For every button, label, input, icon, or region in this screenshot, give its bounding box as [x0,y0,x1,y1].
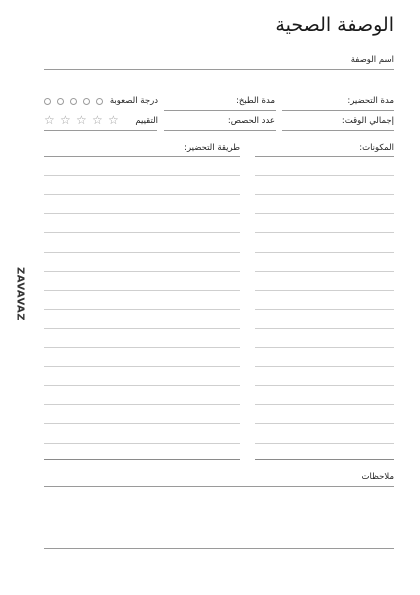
difficulty-circle[interactable] [44,98,51,105]
difficulty-label: درجة الصعوبة [109,96,158,106]
ingredients-ruled-line [255,404,394,405]
ingredients-ruled-line [255,366,394,367]
method-ruled-line [44,213,240,214]
rating-underline [44,130,157,131]
rating-star-icon[interactable]: ☆ [92,113,103,127]
ingredients-footer-line [255,459,394,460]
notes-footer-line [44,548,394,549]
ingredients-ruled-line [255,309,394,310]
method-ruled-line [44,252,240,253]
method-ruled-line [44,347,240,348]
method-ruled-line [44,443,240,444]
method-label: طريقة التحضير: [184,143,240,153]
method-ruled-line [44,271,240,272]
difficulty-circle[interactable] [70,98,77,105]
ingredients-ruled-line [255,175,394,176]
difficulty-circle[interactable] [57,98,64,105]
method-ruled-line [44,423,240,424]
ingredients-ruled-line [255,443,394,444]
method-ruled-line [44,404,240,405]
ingredients-ruled-line [255,194,394,195]
difficulty-circle[interactable] [96,98,103,105]
rating-star-icon[interactable]: ☆ [108,113,119,127]
method-footer-line [44,459,240,460]
brand-logo-text: ZAVAVAZ [14,267,26,321]
recipe-name-field[interactable] [44,69,394,70]
ingredients-ruled-line [255,271,394,272]
method-ruled-line [44,328,240,329]
ingredients-ruled-line [255,232,394,233]
ingredients-label: المكونات: [359,143,394,153]
method-ruled-line [44,309,240,310]
rating-star-icon[interactable]: ☆ [60,113,71,127]
cook-time-label: مدة الطبخ: [235,96,275,106]
ingredients-ruled-line [255,328,394,329]
method-ruled-line [44,175,240,176]
brand-logo [13,268,27,320]
page-title: الوصفة الصحية [275,14,394,36]
notes-area[interactable] [44,487,394,547]
ingredients-ruled-line [255,290,394,291]
total-time-field[interactable] [282,130,394,131]
notes-label: ملاحظات [361,472,394,482]
prep-time-label: مدة التحضير: [347,96,394,106]
servings-label: عدد الحصص: [227,116,275,126]
recipe-name-label: اسم الوصفة [350,55,394,65]
ingredients-ruled-line [255,213,394,214]
rating-selector[interactable] [44,114,124,128]
ingredients-ruled-line [255,385,394,386]
cook-time-field[interactable] [164,110,276,111]
method-area[interactable] [44,156,240,462]
servings-field[interactable] [164,130,276,131]
ingredients-ruled-line [255,423,394,424]
ingredients-ruled-line [255,347,394,348]
method-ruled-line [44,194,240,195]
ingredients-ruled-line [255,252,394,253]
rating-label: التقييم [135,116,158,126]
difficulty-selector[interactable] [44,98,106,106]
method-ruled-line [44,385,240,386]
ingredients-area[interactable] [255,156,394,462]
method-ruled-line [44,366,240,367]
rating-star-icon[interactable]: ☆ [44,113,55,127]
difficulty-circle[interactable] [83,98,90,105]
method-ruled-line [44,232,240,233]
rating-star-icon[interactable]: ☆ [76,113,87,127]
prep-time-field[interactable] [282,110,394,111]
total-time-label: إجمالي الوقت: [341,116,394,126]
method-ruled-line [44,290,240,291]
